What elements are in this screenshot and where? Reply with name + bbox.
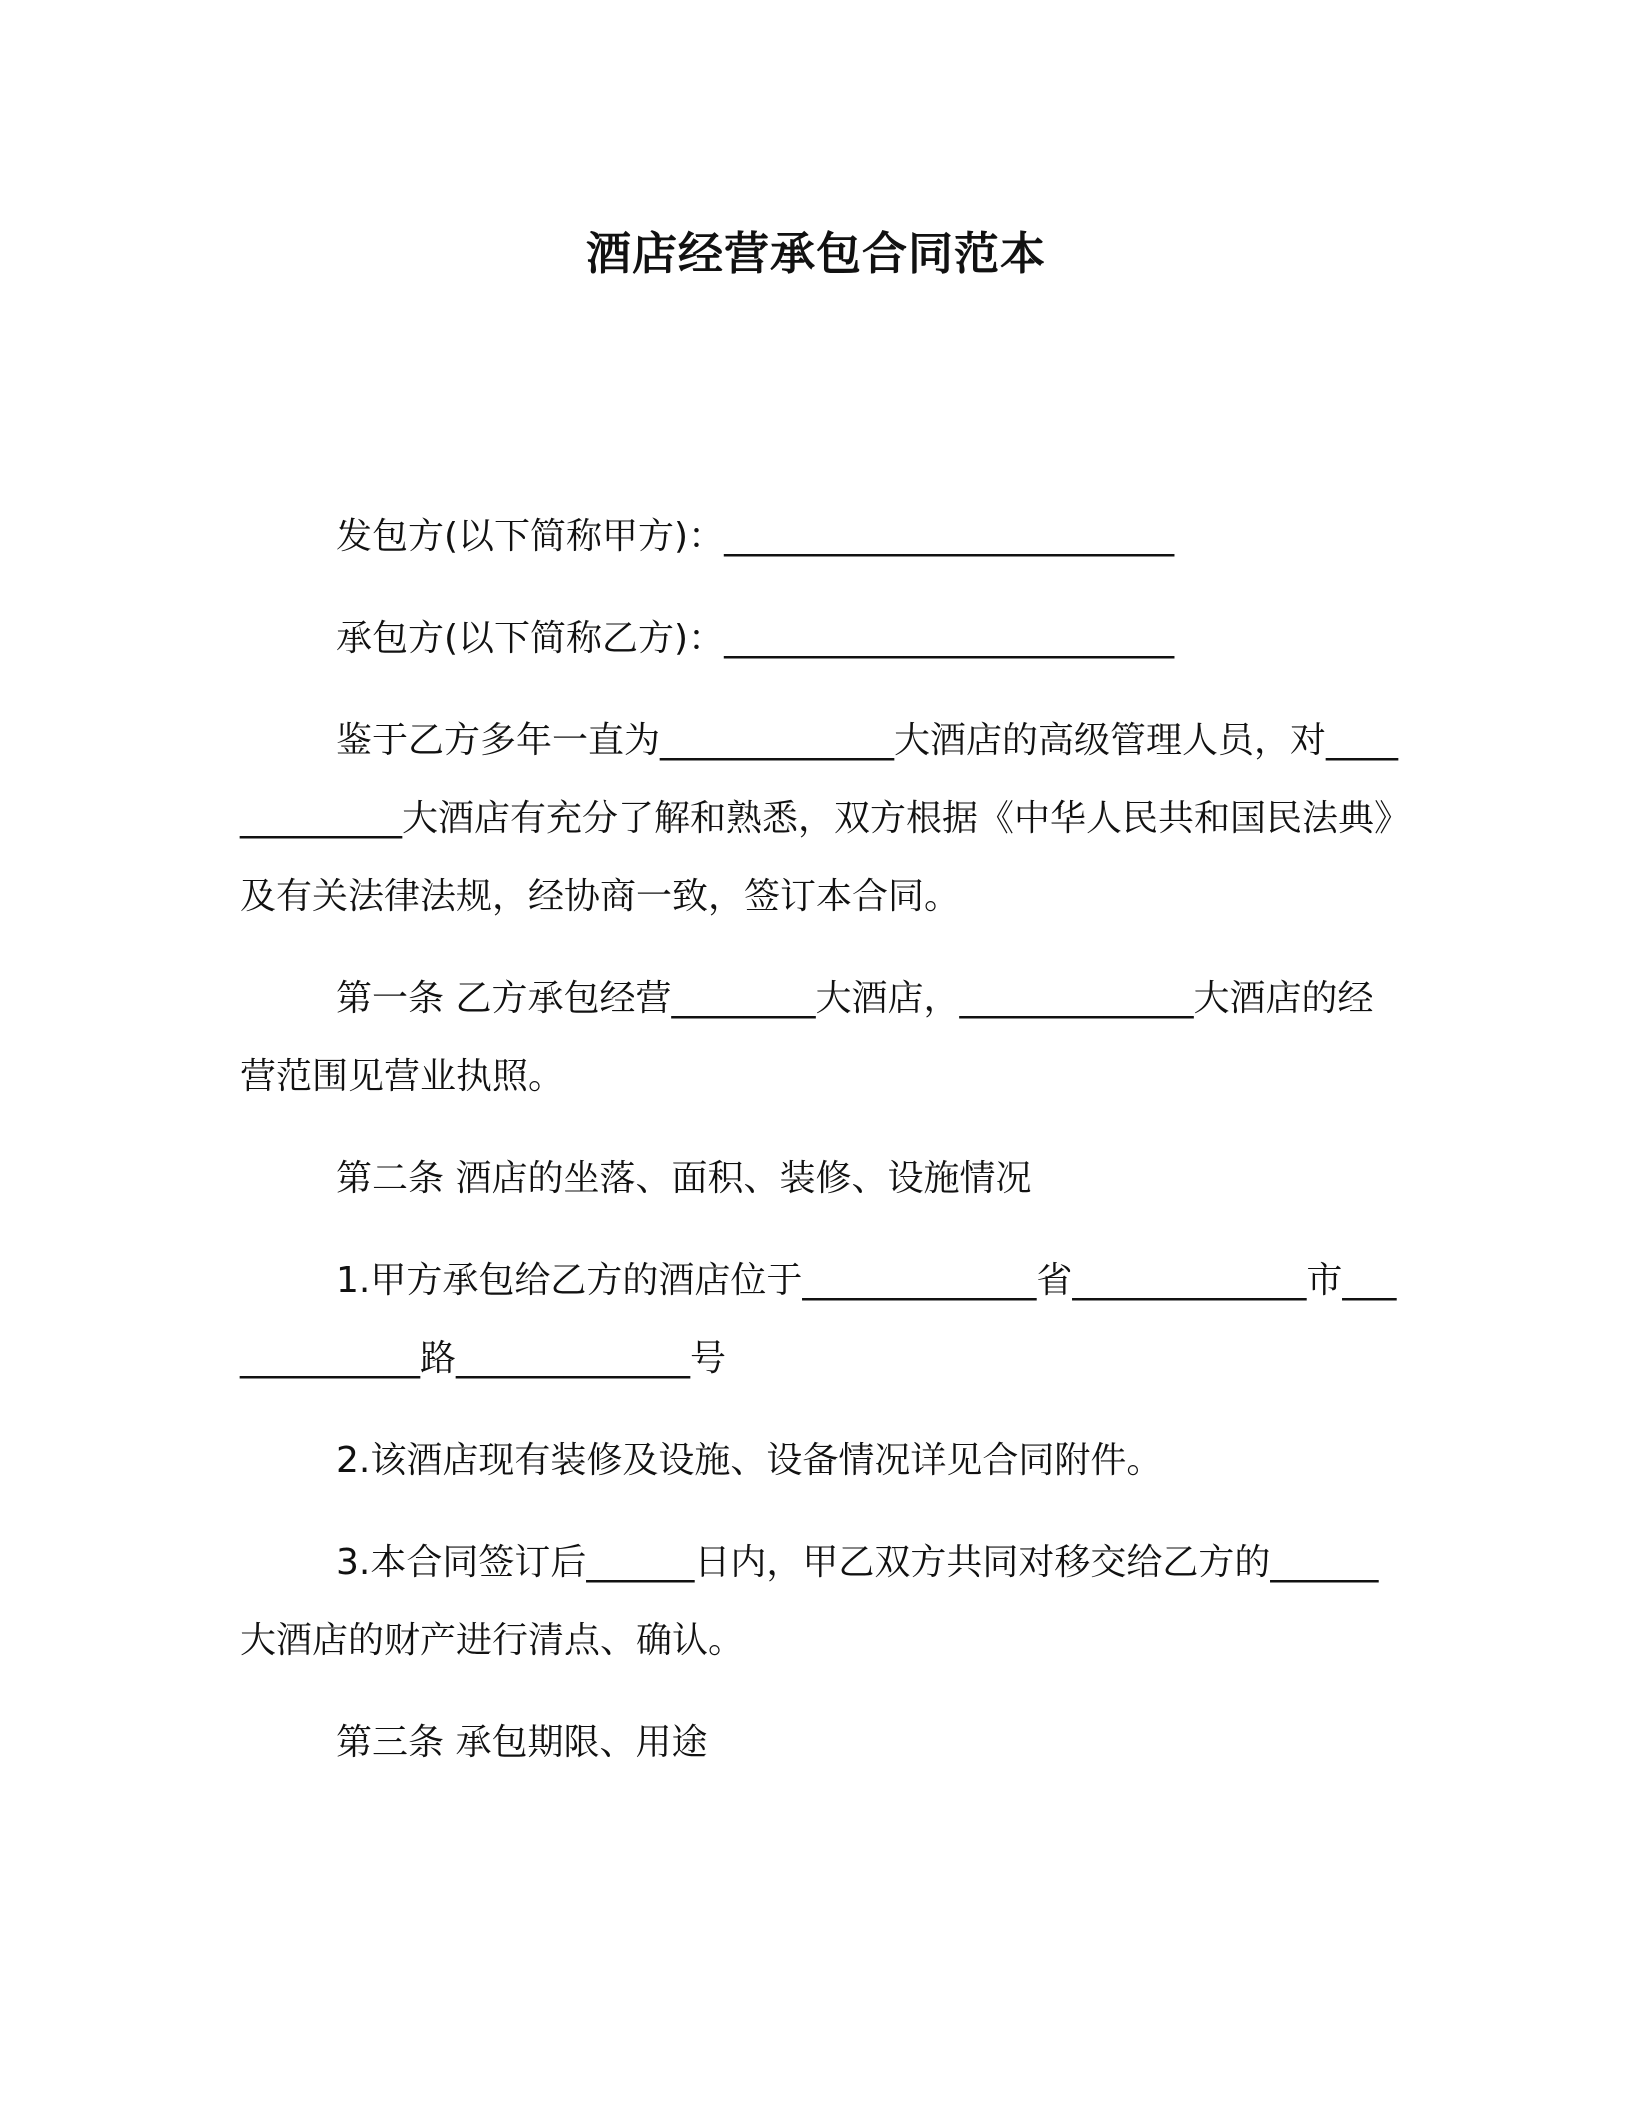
document-body xyxy=(240,498,1400,1806)
article-2-item-1: 1.甲方承包给乙方的酒店位于_____________省_____________市_____________路_____________号 xyxy=(240,1260,1397,1379)
article-1-paragraph: 第一条 乙方承包经营________大酒店，_____________大酒店的经营范围见营业执照。 xyxy=(240,978,1374,1097)
article-2-heading: 第二条 酒店的坐落、面积、装修、设施情况 xyxy=(336,1158,1032,1199)
party-b-line: 承包方(以下简称乙方)：_________________________ xyxy=(336,618,1175,659)
party-a-line: 发包方(以下简称甲方)：_________________________ xyxy=(336,516,1175,557)
document-title: 酒店经营承包合同范本 xyxy=(585,227,1046,280)
article-2-item-2: 2.该酒店现有装修及设施、设备情况详见合同附件。 xyxy=(336,1440,1163,1481)
preamble-paragraph: 鉴于乙方多年一直为_____________大酒店的高级管理人员，对_____________大酒店有充分了解和熟悉，双方根据《中华人民共和国民法典》及有关法律法规，经协商一致，签订本合同。 xyxy=(240,720,1399,917)
article-3-heading: 第三条 承包期限、用途 xyxy=(336,1722,708,1763)
article-2-item-3: 3.本合同签订后______日内，甲乙双方共同对移交给乙方的______大酒店的财产进行清点、确认。 xyxy=(240,1542,1379,1661)
